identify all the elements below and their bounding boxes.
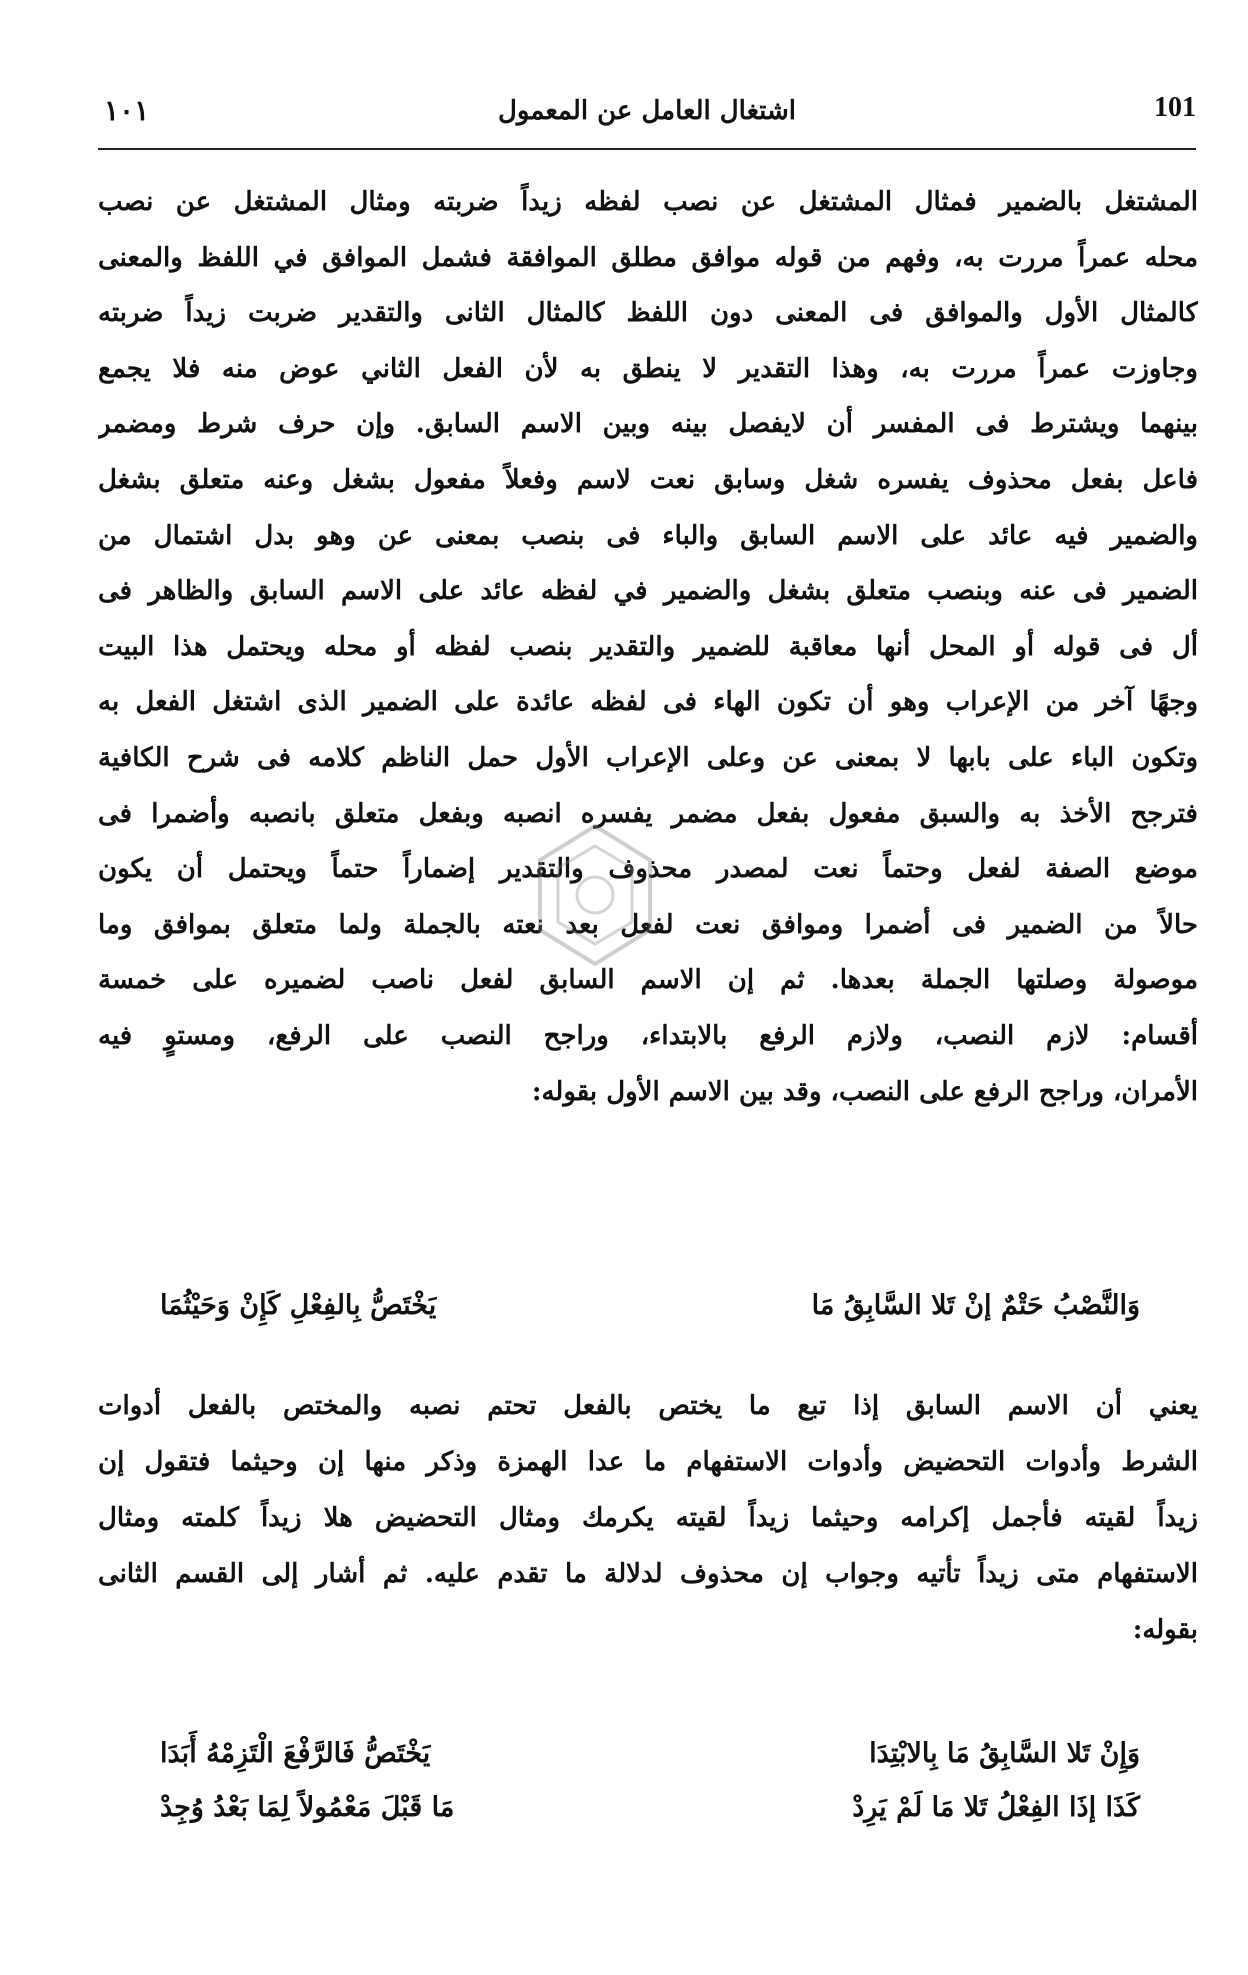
text-line: بقوله: — [1132, 1615, 1198, 1645]
text-line: الضمير فى عنه وبنصب متعلق بشغل والضمير في لفظه عائد على الاسم السابق والظاهر فى — [98, 576, 1198, 607]
text-line: المشتغل بالضمير فمثال المشتغل عن نصب لفظه زيداً ضربته ومثال المشتغل عن نصب — [98, 187, 1198, 217]
page-number-arabic: ١٠١ — [104, 94, 150, 127]
page-number-latin: 101 — [1154, 92, 1196, 123]
verse-hemistich-left: يَخْتَصُّ بِالفِعْلِ كَإِنْ وَحَيْثُمَا — [160, 1290, 437, 1321]
text-line: وجاوزت عمراً مررت به، وهذا التقدير لا ينطق به لأن الفعل الثاني عوض منه فلا يجمع — [98, 353, 1198, 384]
text-line: فاعل بفعل محذوف يفسره شغل وسابق نعت لاسم وفعلاً مفعول بشغل وعنه متعلق بشغل — [98, 464, 1198, 495]
verse-hemistich-left: يَخْتَصُّ فَالرَّفْعَ الْتَزِمْهُ أَبَدَا — [160, 1738, 431, 1769]
verse-hemistich-right: وَالنَّصْبُ حَتْمٌ إنْ تَلا السَّابِقُ مَا — [811, 1290, 1140, 1321]
library-stamp-watermark — [530, 820, 660, 970]
text-line: موصولة وصلتها الجملة بعدها. ثم إن الاسم السابق لفعل ناصب لضميره على خمسة — [98, 965, 1198, 996]
text-line: أل فى قوله أو المحل أنها معاقبة للضمير والتقدير بنصب لفظه أو محله ويحتمل هذا البيت — [98, 631, 1198, 662]
verse-hemistich-left: مَا قَبْلَ مَعْمُولاً لِمَا بَعْدُ وُجِدْ — [160, 1792, 455, 1823]
text-line: الاستفهام متى زيداً تأتيه وجواب إن محذوف لدلالة ما تقدم عليه. ثم أشار إلى القسم الثانى — [98, 1559, 1198, 1589]
paragraph-1 — [98, 175, 1198, 1120]
text-line: حالاً من الضمير فى أضمرا وموافق نعت لفعل بعد نعته بالجملة ولما متعلق بموافق وما — [98, 909, 1198, 940]
paragraph-2 — [98, 1378, 1198, 1658]
text-line: موضع الصفة لفعل وحتماً نعت لمصدر محذوف والتقدير إضماراً حتماً ويحتمل أن يكون — [98, 854, 1198, 885]
text-line: فترجح الأخذ به والسبق مفعول بفعل مضمر يفسره انصبه وبفعل متعلق بانصبه وأضمرا فى — [98, 798, 1198, 829]
page-header — [98, 88, 1196, 150]
text-line: والضمير فيه عائد على الاسم السابق والباء فى بنصب بمعنى عن وهو بدل اشتمال من — [98, 520, 1198, 551]
text-line: يعني أن الاسم السابق إذا تبع ما يختص بالفعل تحتم نصبه والمختص بالفعل أدوات — [98, 1391, 1198, 1421]
text-line: الأمران، وراجح الرفع على النصب، وقد بين الاسم الأول بقوله: — [531, 1076, 1198, 1107]
running-title: اشتغال العامل عن المعمول — [498, 96, 796, 126]
text-line: الشرط وأدوات التحضيض وأدوات الاستفهام ما عدا الهمزة وذكر منها إن وحيثما فتقول إن — [98, 1447, 1198, 1477]
text-line: أقسام: لازم النصب، ولازم الرفع بالابتداء، وراجح النصب على الرفع، ومستوٍ فيه — [98, 1020, 1198, 1051]
text-line: كالمثال الأول والموافق فى المعنى دون اللفظ كالمثال الثانى والتقدير ضربت زيداً ضربته — [98, 298, 1198, 329]
text-line: وجهًا آخر من الإعراب وهو أن تكون الهاء فى لفظه عائدة على الضمير الذى اشتغل الفعل به — [98, 687, 1198, 718]
text-line: بينهما ويشترط فى المفسر أن لايفصل بينه وبين الاسم السابق. وإن حرف شرط ومضمر — [98, 409, 1198, 440]
text-line: وتكون الباء على بابها لا بمعنى عن وعلى الإعراب الأول حمل الناظم كلامه فى شرح الكافية — [98, 742, 1198, 773]
verse-hemistich-right: كَذَا إذَا الفِعْلُ تَلا مَا لَمْ يَرِدْ — [852, 1792, 1140, 1823]
verse-hemistich-right: وَإِنْ تَلا السَّابِقُ مَا بِالابْتِدَا — [869, 1738, 1140, 1769]
text-line: زيداً لقيته فأجمل إكرامه وحيثما زيداً لقيته يكرمك ومثال التحضيض هلا زيداً كلمته ومثال — [98, 1503, 1198, 1533]
text-line: محله عمراً مررت به، وفهم من قوله موافق مطلق الموافقة فشمل الموافق في اللفظ والمعنى — [98, 242, 1198, 273]
